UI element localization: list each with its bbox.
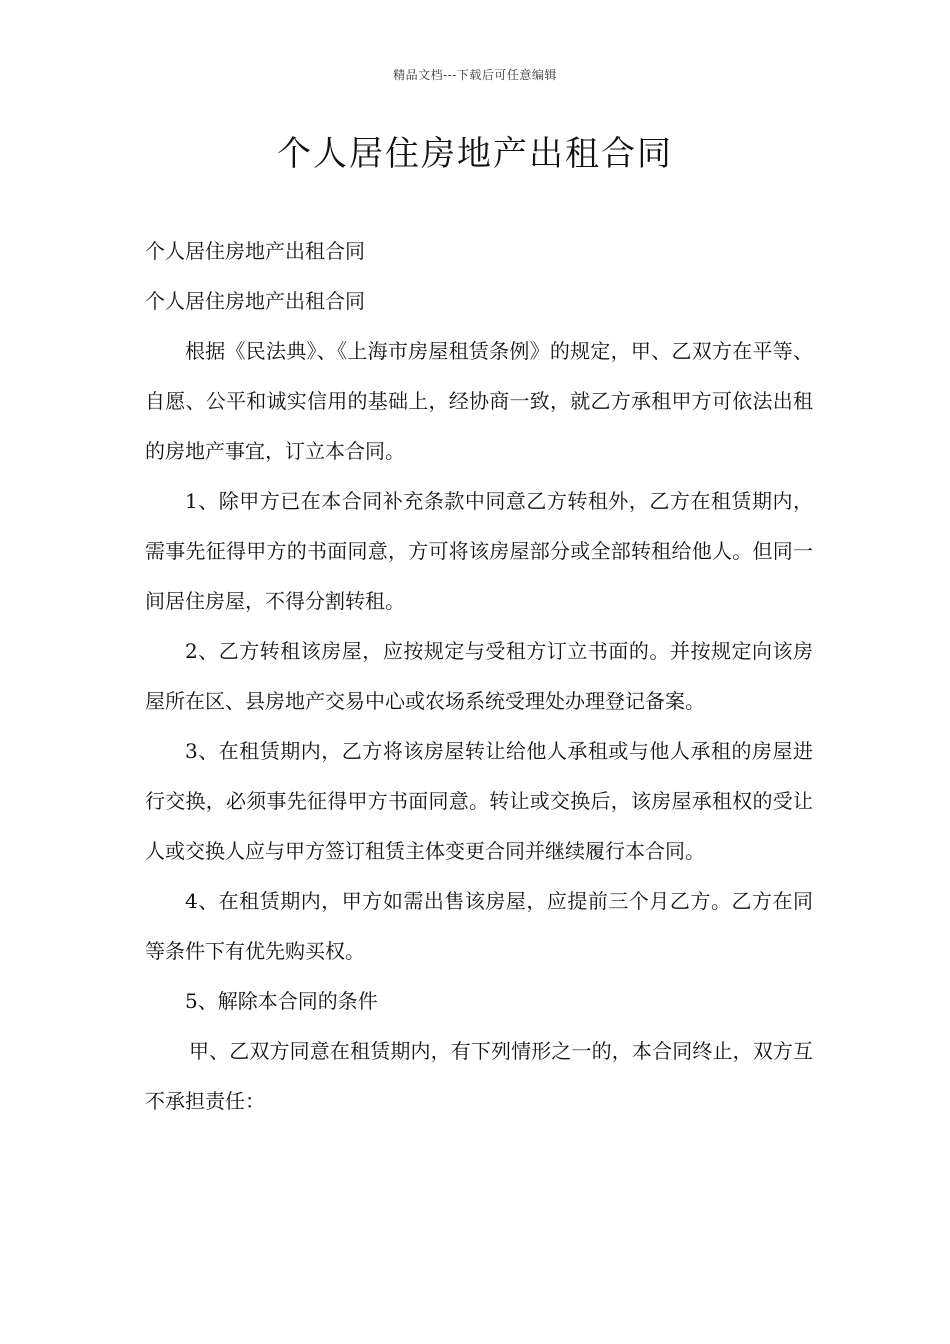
subtitle-line-2: 个人居住房地产出租合同 [145,289,365,313]
clause-5-heading: 5、解除本合同的条件 [185,989,378,1013]
subtitle-line-1: 个人居住房地产出租合同 [145,239,365,263]
clause-1-paragraph: 1、除甲方已在本合同补充条款中同意乙方转租外，乙方在租赁期内，需事先征得甲方的书面同意，方可将该房屋部分或全部转租给他人。但同一间居住房屋，不得分割转租。 [145,489,813,613]
termination-paragraph: 甲、乙双方同意在租赁期内，有下列情形之一的，本合同终止，双方互不承担责任： [145,1039,813,1113]
clause-4-paragraph: 4、在租赁期内，甲方如需出售该房屋，应提前三个月乙方。乙方在同等条件下有优先购买权。 [145,889,813,963]
document-body [145,226,813,1126]
document-title: 个人居住房地产出租合同 [277,134,673,174]
clause-2-paragraph: 2、乙方转租该房屋，应按规定与受租方订立书面的。并按规定向该房屋所在区、县房地产交易中心或农场系统受理处办理登记备案。 [145,639,813,713]
header-note: 精品文档---下载后可任意编辑 [393,68,557,82]
preamble-paragraph: 根据《民法典》、《上海市房屋租赁条例》的规定，甲、乙双方在平等、自愿、公平和诚实信用的基础上，经协商一致，就乙方承租甲方可依法出租的房地产事宜，订立本合同。 [145,339,813,463]
clause-3-paragraph: 3、在租赁期内，乙方将该房屋转让给他人承租或与他人承租的房屋进行交换，必须事先征得甲方书面同意。转让或交换后，该房屋承租权的受让人或交换人应与甲方签订租赁主体变更合同并继续履行本合同。 [145,739,813,863]
